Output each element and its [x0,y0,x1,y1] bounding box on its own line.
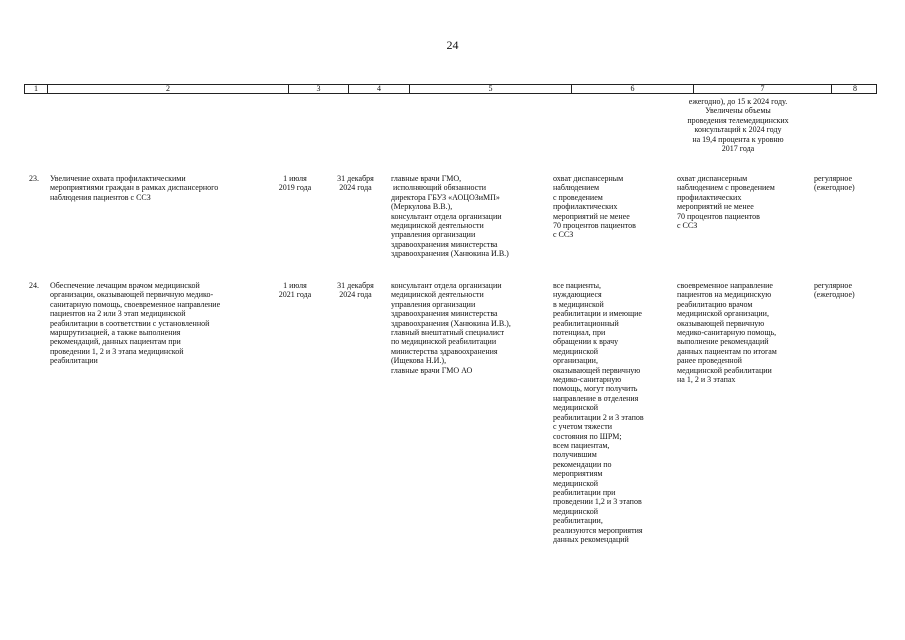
header-col-4: 4 [349,85,410,93]
header-col-6: 6 [572,85,694,93]
row-responsible: консультант отдела организации медицинской деятельности управления организации здравоохранения министерства здравоохранения (Ханюкина И.В.), главный внештатный специалист по медицинской реабилитации министерства здравоохранения (Ищекова Н.И.), главные врачи ГМО АО [391,281,511,375]
row-end-date: 31 декабря 2024 года [337,281,374,300]
row-result: охват диспансерным наблюдением с проведением профилактических мероприятий не менее 70 процентов пациентов с ССЗ [677,174,775,231]
header-col-7: 7 [694,85,832,93]
table-header-row [24,84,877,94]
page-number: 24 [446,38,459,52]
row-indicator: охват диспансерным наблюдением с проведением профилактических мероприятий не менее 70 процентов пациентов с ССЗ [553,174,636,240]
row-responsible: главные врачи ГМО, исполняющий обязанности директора ГБУЗ «АОЦОЗиМП» (Меркулова В.В.), консультант отдела организации медицинской деятельности управления организации здравоохранения министерства здравоохранения (Ханюкина И.В.) [391,174,509,259]
row-start-date: 1 июля 2021 года [278,281,312,300]
row-number: 23. [29,174,39,183]
row-activity: Увеличение охвата профилактическими мероприятиями граждан в рамках диспансерного наблюдения пациентов с ССЗ [50,174,219,202]
header-col-3: 3 [289,85,349,93]
header-col-2: 2 [48,85,289,93]
header-col-5: 5 [410,85,572,93]
header-col-1: 1 [25,85,48,93]
row-frequency: регулярное (ежегодное) [814,281,855,300]
row-end-date: 31 декабря 2024 года [337,174,374,193]
row-activity: Обеспечение лечащим врачом медицинской организации, оказывающей первичную медико- санитарную помощь, своевременное направление пациентов на 2 или 3 этап медицинской реабилитации в соответствии с установленной маршрутизацией, а также выполнения рекомендаций, данных пациентам при проведении 1, 2 и 3 этапа медицинской реабилитации [50,281,221,366]
row-start-date: 1 июля 2019 года [278,174,312,193]
continuation-result-text: ежегодно), до 15 к 2024 году. Увеличены объемы проведения телемедицинских консультаций к 2024 году на 19,4 процента к уровню 2017 года [687,97,789,154]
row-result: своевременное направление пациентов на медицинскую реабилитацию врачом медицинской организации, оказывающей первичную медико-санитарную помощь, выполнение рекомендаций данных пациентам по итогам ранее проведенной медицинской реабилитации на 1, 2 и 3 этапах [677,281,777,385]
row-indicator: все пациенты, нуждающиеся в медицинской реабилитации и имеющие реабилитационный потенциал, при обращении к врачу медицинской организации, оказывающей первичную медико-санитарную помощь, могут получить направление в отделения медицинской реабилитации 2 и 3 этапов с учетом тяжести состояния по ШРМ; всем пациентам, получившим рекомендации по мероприятиям медицинской реабилитации при проведении 1,2 и 3 этапов медицинской реабилитации, реализуются мероприятия данных рекомендаций [553,281,644,544]
row-number: 24. [29,281,39,290]
header-col-8: 8 [853,84,857,93]
row-frequency: регулярное (ежегодное) [814,174,855,193]
